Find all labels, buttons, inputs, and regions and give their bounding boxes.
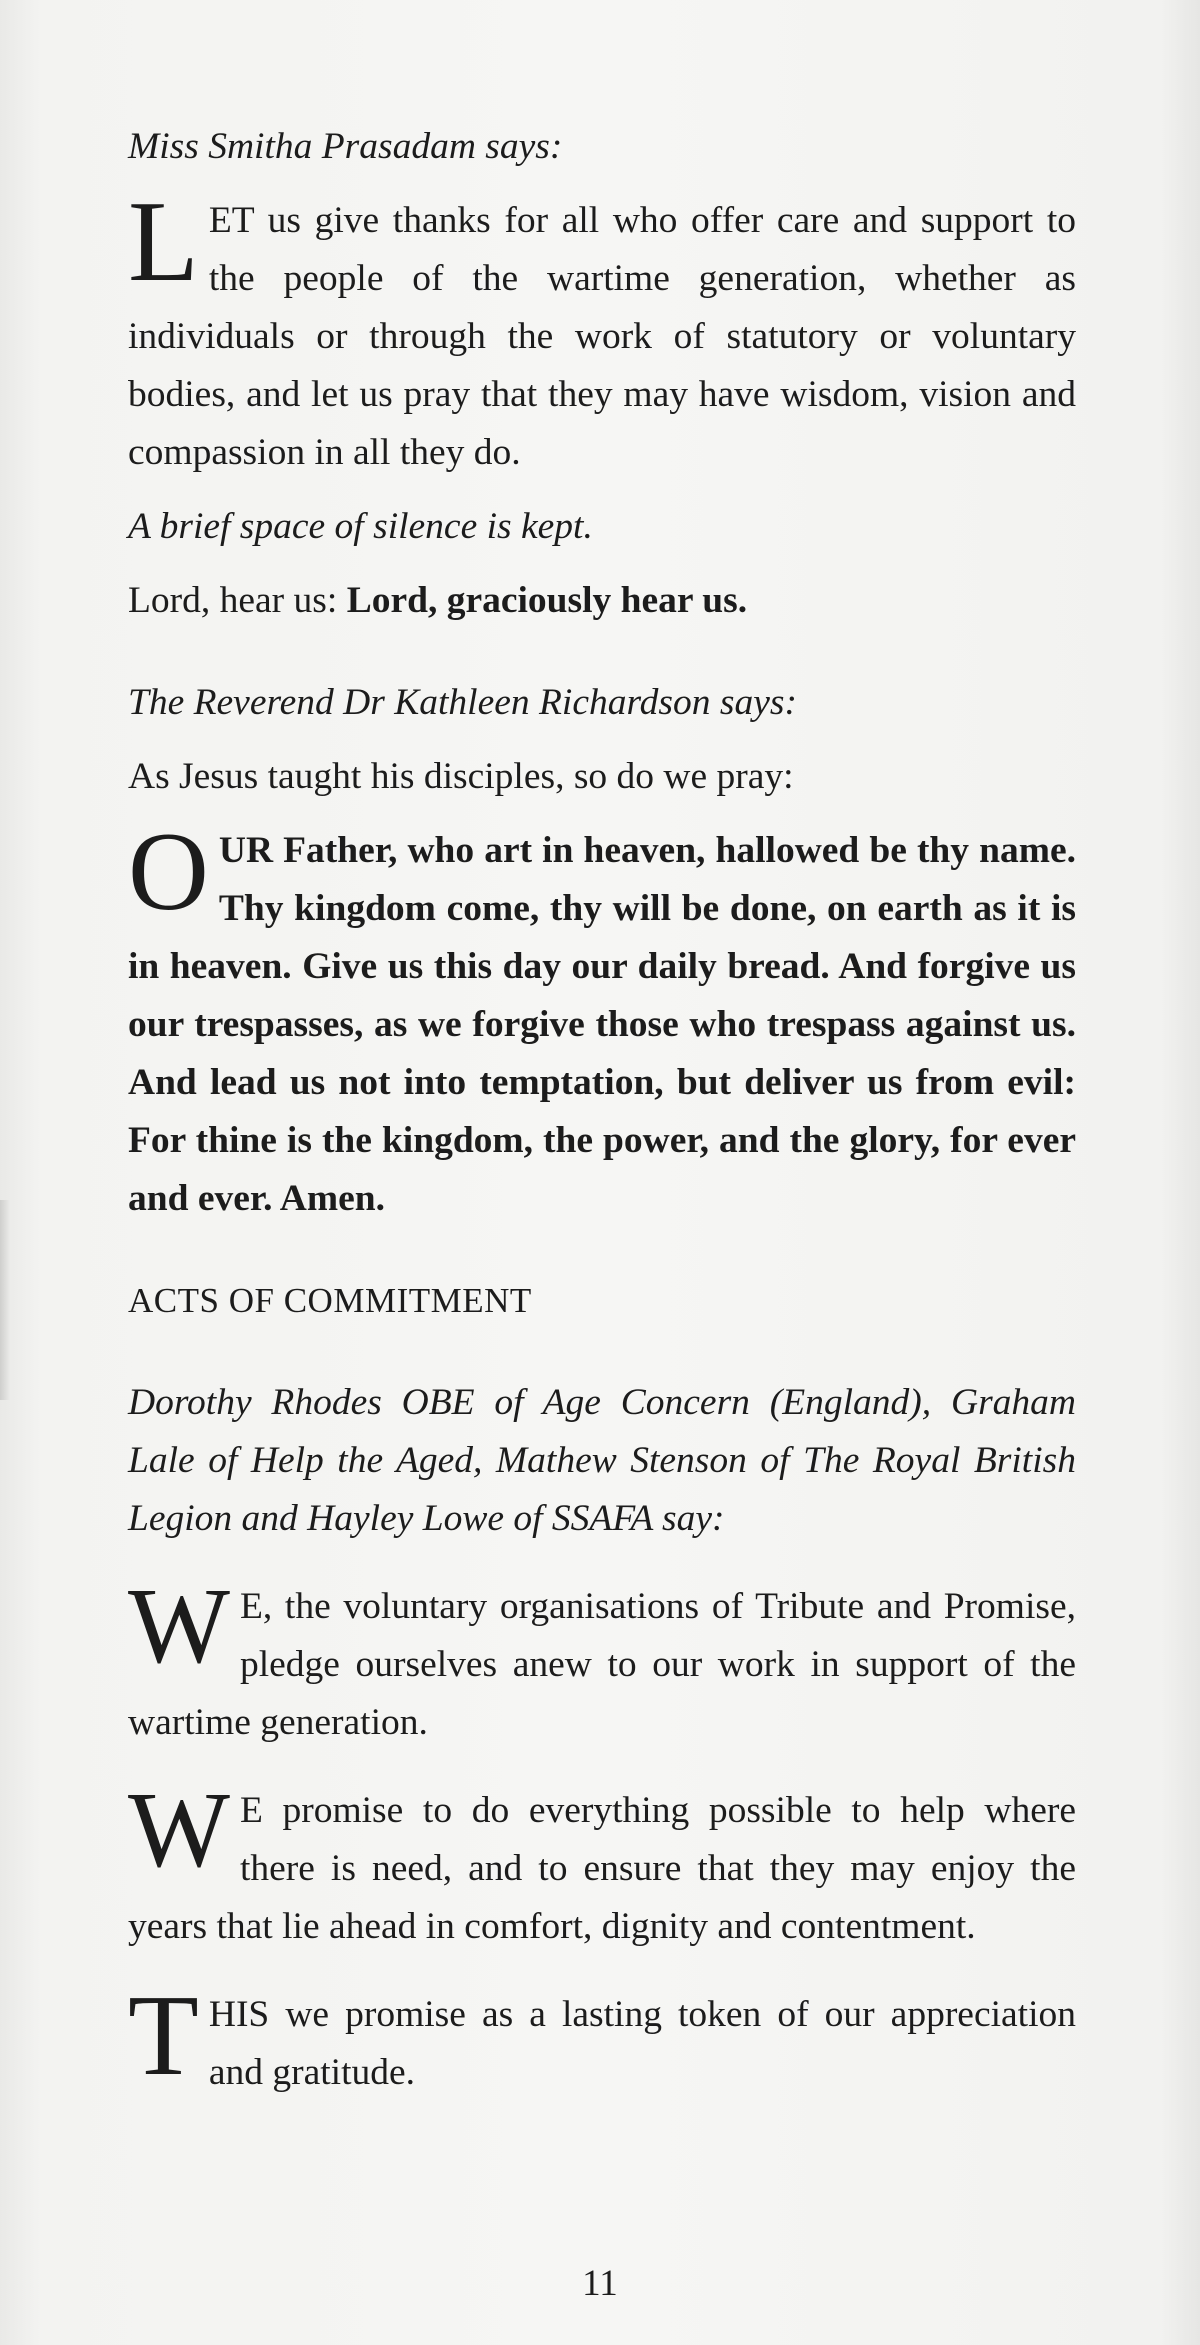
- page-number: 11: [582, 2263, 618, 2304]
- prayer1-dropcap: L: [128, 178, 199, 306]
- commitment-text-1: E, the voluntary organisations of Tribute and Promise, pledge ourselves anew to our work in support of the wartime generation.: [128, 1586, 1076, 1743]
- commitment-speakers: Dorothy Rhodes OBE of Age Concern (England), Graham Lale of Help the Aged, Mathew Stenson of The Royal British Legion and Hayley Lowe of SSAFA say:: [128, 1382, 1076, 1539]
- section-heading: ACTS OF COMMITMENT: [128, 1281, 532, 1320]
- prayer1-speaker: Miss Smitha Prasadam says:: [128, 126, 563, 167]
- commitment-text-2: E promise to do everything possible to help where there is need, and to ensure that they may enjoy the years that lie ahead in comfort, dignity and contentment.: [128, 1790, 1076, 1947]
- commitment-text-3: HIS we promise as a lasting token of our appreciation and gratitude.: [208, 1994, 1076, 2093]
- lords-prayer-dropcap: O: [128, 810, 209, 934]
- commitment-paragraph-3: [128, 1972, 1076, 2102]
- commitment-dropcap-3: T: [128, 1972, 199, 2100]
- prayer1-text: ET us give thanks for all who offer care and support to the people of the wartime generation, whether as individuals or through the work of statutory or voluntary bodies, and let us pray that they may have wisdom, vision and compassion in all they do.: [128, 200, 1076, 473]
- lords-prayer-text: UR Father, who art in heaven, hallowed be thy name. Thy kingdom come, thy will be done, on earth as it is in heaven. Give us this day our daily bread. And forgive us our trespasses, as we forgive those who trespass against us. And lead us not into temptation, but deliver us from evil: For thine is the kingdom, the power, and the glory, for ever and ever. Amen.: [128, 830, 1076, 1219]
- page-edge-shadow: [0, 1200, 10, 1400]
- prayer1-response: [128, 572, 1076, 630]
- response-lead: Lord, hear us:: [128, 580, 347, 621]
- commitment-paragraph-1: [128, 1567, 1076, 1752]
- prayer1-paragraph: [128, 178, 1076, 482]
- lords-prayer-paragraph: [128, 810, 1076, 1228]
- page-content: [128, 118, 1076, 2102]
- commitment-dropcap-2: W: [128, 1771, 230, 1890]
- response-bold: Lord, graciously hear us.: [346, 580, 748, 621]
- prayer2-speaker: The Reverend Dr Kathleen Richardson says:: [128, 682, 797, 723]
- commitment-paragraph-2: [128, 1771, 1076, 1956]
- commitment-dropcap-1: W: [128, 1567, 230, 1686]
- silence-rubric: A brief space of silence is kept.: [128, 506, 593, 547]
- prayer2-intro: As Jesus taught his disciples, so do we pray:: [128, 756, 794, 797]
